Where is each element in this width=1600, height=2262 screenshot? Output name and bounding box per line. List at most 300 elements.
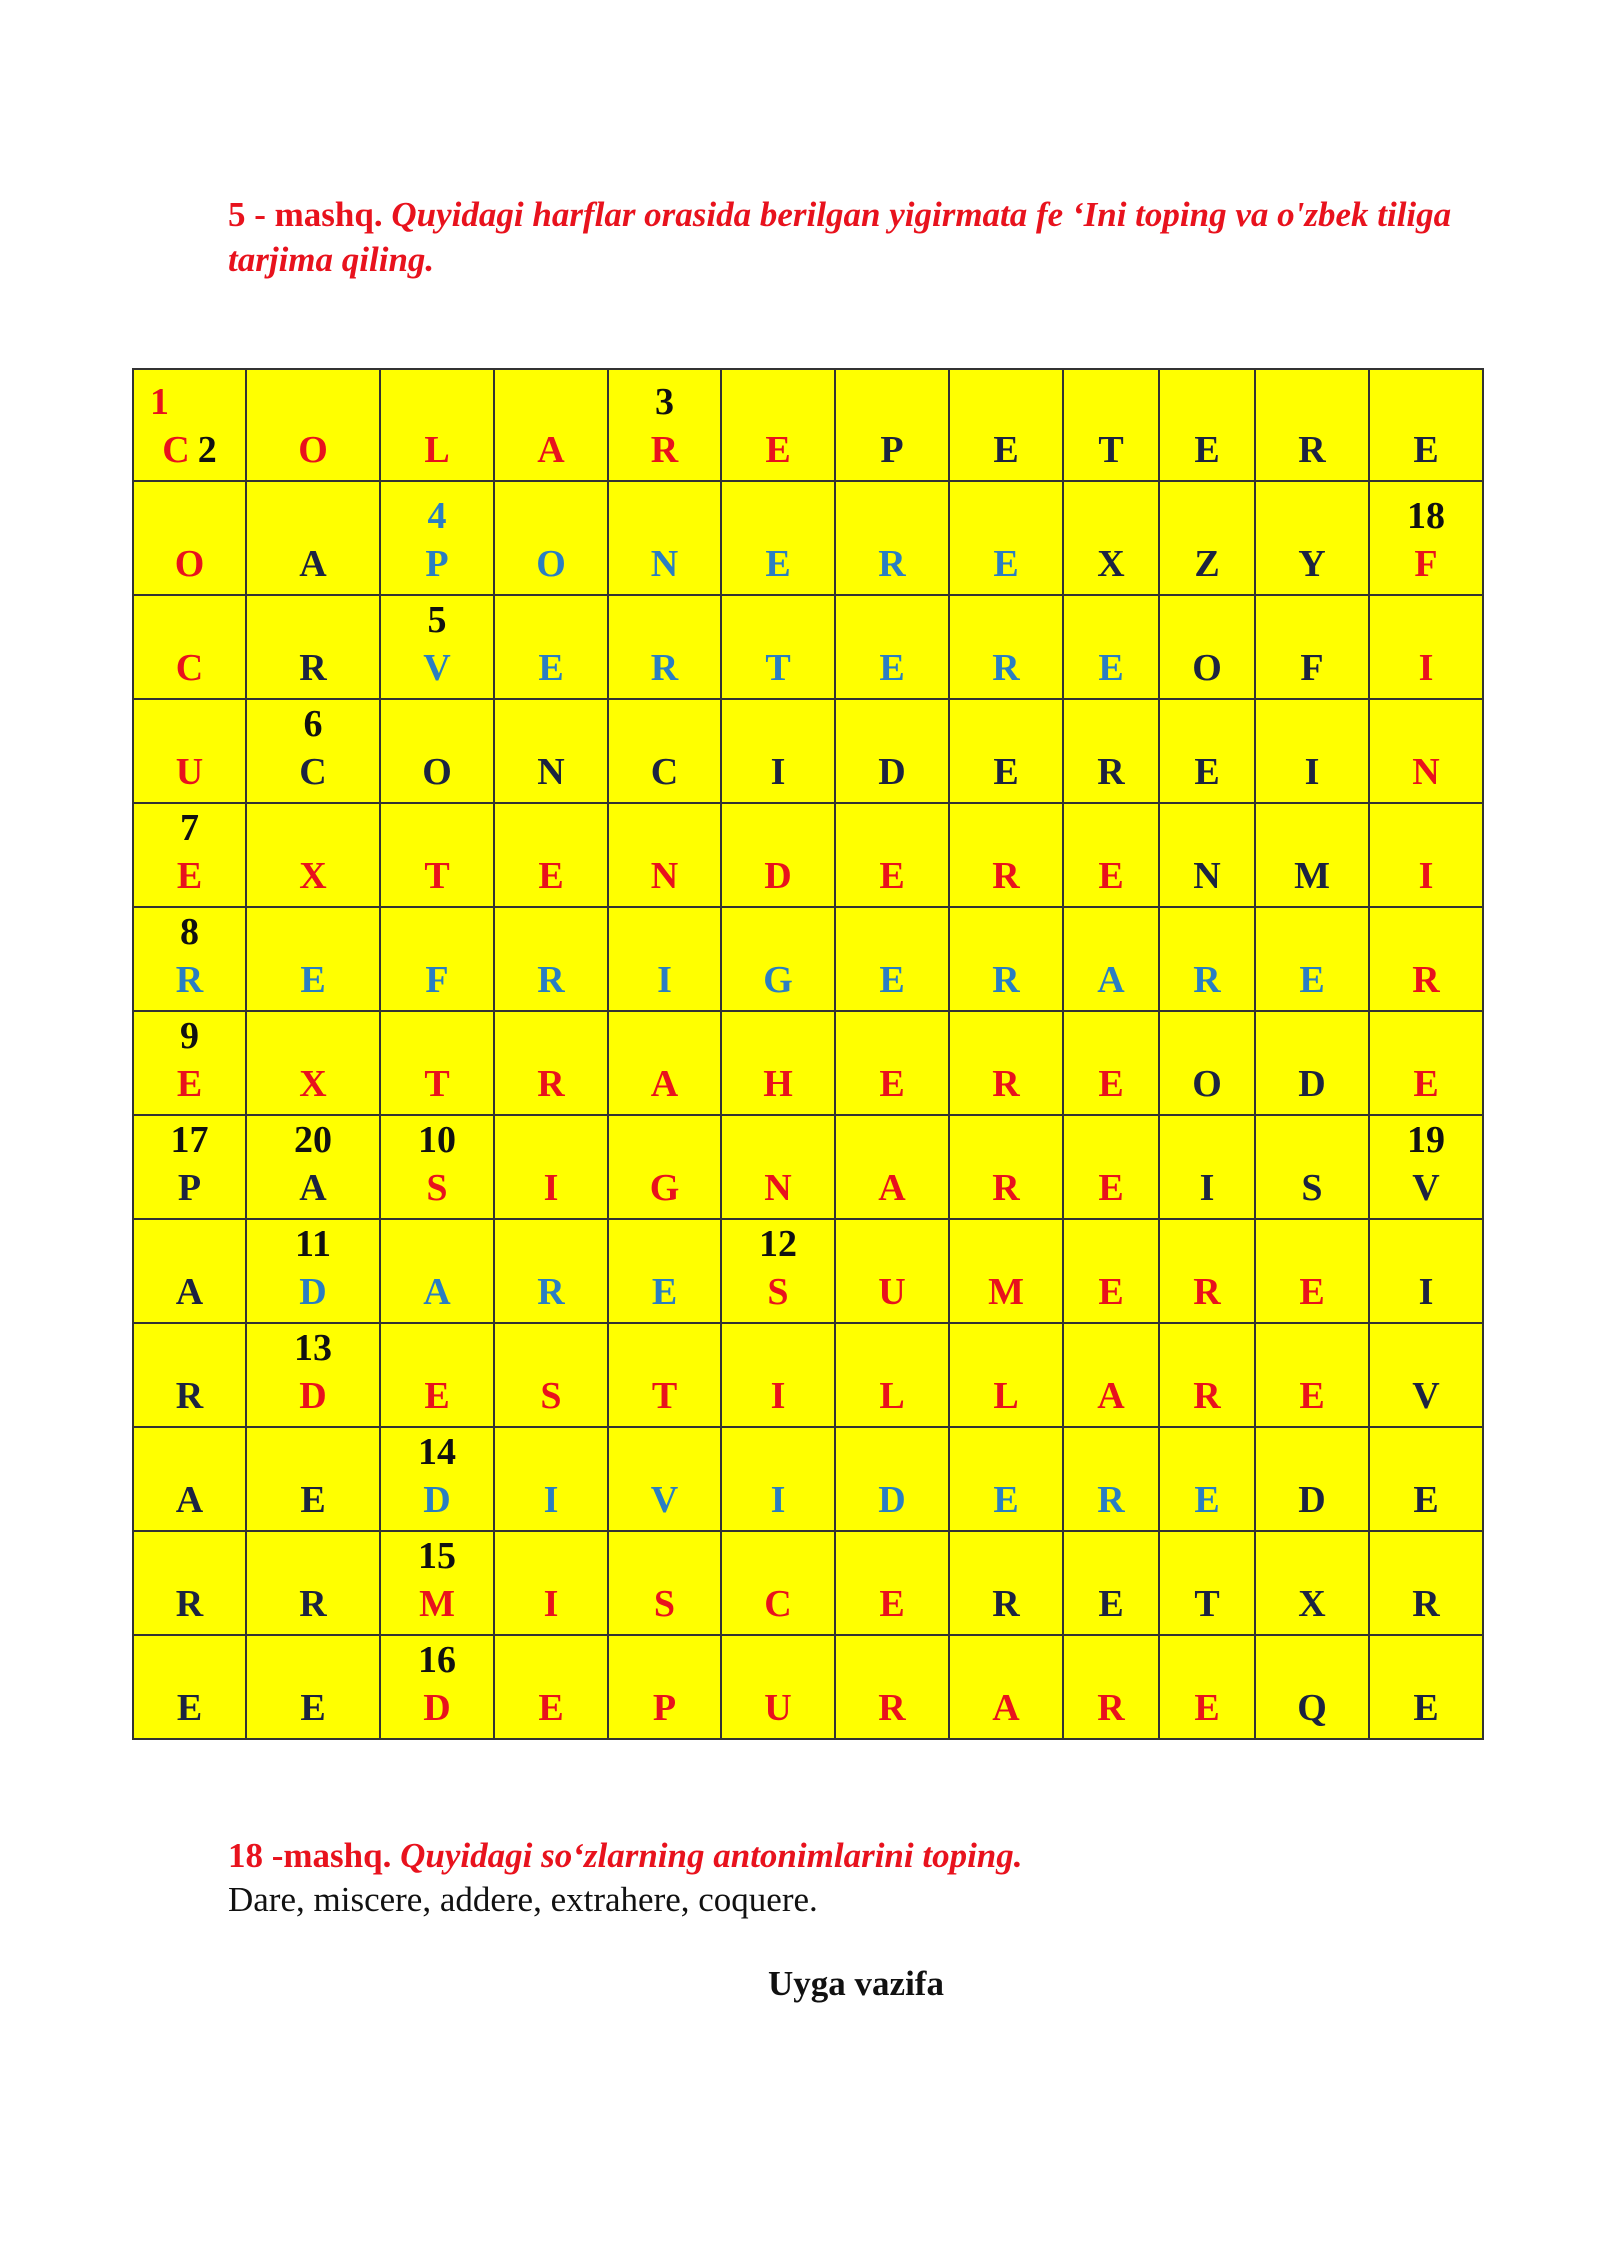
grid-cell <box>1255 1115 1369 1219</box>
grid-cell-letter: E <box>765 543 791 585</box>
grid-cell <box>949 1635 1063 1739</box>
grid-cell <box>1369 1219 1483 1323</box>
grid-cell <box>835 1531 949 1635</box>
grid-cell <box>835 1323 949 1427</box>
grid-cell-letter: X <box>299 1063 327 1105</box>
grid-cell <box>949 1427 1063 1531</box>
exercise-18-heading <box>228 1834 1468 1878</box>
grid-cell <box>1159 1219 1255 1323</box>
grid-cell <box>608 1115 721 1219</box>
grid-cell <box>1063 1531 1159 1635</box>
grid-cell-letter: O <box>1192 1063 1222 1105</box>
grid-cell-letter: V <box>1412 1167 1440 1209</box>
grid-cell-number: 16 <box>418 1639 456 1681</box>
grid-cell <box>246 907 380 1011</box>
grid-cell <box>246 1531 380 1635</box>
grid-cell <box>721 699 835 803</box>
grid-cell-number: 17 <box>170 1119 209 1161</box>
grid-cell-number: 5 <box>427 599 447 641</box>
grid-cell-letter: A <box>1097 959 1125 1001</box>
grid-cell <box>949 907 1063 1011</box>
grid-cell <box>1255 1011 1369 1115</box>
grid-cell <box>246 1115 380 1219</box>
grid-cell-letter: R <box>175 1583 204 1625</box>
grid-cell-letter: H <box>763 1063 793 1105</box>
grid-cell-letter: P <box>652 1687 677 1729</box>
grid-cell-letter: D <box>423 1687 451 1729</box>
grid-cell <box>246 803 380 907</box>
grid-cell-letter: V <box>423 647 451 689</box>
grid-cell-letter: S <box>540 1375 562 1417</box>
grid-cell <box>494 1115 608 1219</box>
grid-cell <box>608 907 721 1011</box>
grid-cell-letter: C <box>650 751 679 793</box>
grid-cell-letter: L <box>424 429 450 471</box>
grid-cell <box>1369 803 1483 907</box>
grid-cell <box>494 1011 608 1115</box>
grid-cell-letter: R <box>650 647 679 689</box>
grid-cell-letter: M <box>1294 855 1330 897</box>
grid-row <box>133 1323 1483 1427</box>
grid-cell <box>1369 1427 1483 1531</box>
grid-cell <box>380 369 494 481</box>
grid-cell-letter: A <box>537 429 565 471</box>
grid-cell-letter: E <box>1299 1375 1325 1417</box>
grid-cell-letter: R <box>299 647 327 689</box>
grid-cell <box>1063 803 1159 907</box>
grid-cell-letter: A <box>992 1687 1020 1729</box>
grid-cell <box>721 1323 835 1427</box>
grid-cell <box>494 369 608 481</box>
grid-cell-letter: R <box>1412 1583 1440 1625</box>
grid-cell-letter: E <box>993 751 1019 793</box>
grid-cell-letter: R <box>537 959 565 1001</box>
grid-cell <box>1369 481 1483 595</box>
grid-cell-letter: E <box>300 1687 326 1729</box>
grid-cell <box>380 1115 494 1219</box>
grid-cell-letter: R <box>1412 959 1440 1001</box>
grid-cell-letter: U <box>878 1271 906 1313</box>
grid-cell-letter: A <box>423 1271 451 1313</box>
grid-cell-letter: E <box>651 1271 678 1313</box>
grid-row <box>133 1115 1483 1219</box>
grid-cell-letter: M <box>419 1583 455 1625</box>
grid-cell <box>721 1531 835 1635</box>
grid-cell <box>1369 1011 1483 1115</box>
grid-cell <box>246 1219 380 1323</box>
grid-cell-letter: O <box>298 429 328 471</box>
grid-row <box>133 1427 1483 1531</box>
grid-cell <box>835 1011 949 1115</box>
grid-cell-letter: I <box>770 1479 786 1521</box>
grid-cell-letter: I <box>1418 855 1434 897</box>
grid-cell <box>721 1635 835 1739</box>
grid-cell-letter: E <box>1194 429 1220 471</box>
grid-cell-letter: I <box>543 1167 559 1209</box>
grid-cell-letter: S <box>426 1167 448 1209</box>
grid-cell-letter: D <box>423 1479 451 1521</box>
grid-cell-letter: E <box>538 1687 564 1729</box>
grid-cell-letter: P <box>425 543 449 585</box>
grid-cell <box>133 595 246 699</box>
grid-cell <box>835 1635 949 1739</box>
grid-cell <box>133 1531 246 1635</box>
grid-cell-letter: F <box>425 959 449 1001</box>
grid-cell <box>246 1323 380 1427</box>
grid-cell <box>721 369 835 481</box>
grid-cell-letter: L <box>879 1375 905 1417</box>
grid-cell-letter: A <box>299 1167 327 1209</box>
grid-cell-letter: A <box>175 1479 204 1521</box>
grid-cell-letter: E <box>538 647 564 689</box>
grid-cell <box>608 595 721 699</box>
grid-cell-letter: I <box>770 751 786 793</box>
grid-cell-letter: A <box>299 543 327 585</box>
grid-row <box>133 481 1483 595</box>
grid-cell <box>1255 699 1369 803</box>
grid-cell-letter: X <box>299 855 327 897</box>
grid-cell <box>949 1531 1063 1635</box>
grid-cell <box>1255 907 1369 1011</box>
grid-cell-letter: E <box>879 855 905 897</box>
word-search-grid <box>132 368 1484 1740</box>
grid-cell-letter: C <box>299 751 327 793</box>
exercise-18 <box>228 1834 1468 1922</box>
grid-cell <box>133 1635 246 1739</box>
grid-cell-letter: U <box>175 751 204 793</box>
grid-cell <box>494 1323 608 1427</box>
grid-cell <box>721 1427 835 1531</box>
grid-cell <box>608 1427 721 1531</box>
grid-cell-letter: R <box>299 1583 327 1625</box>
grid-cell-letter: E <box>176 1063 203 1105</box>
grid-cell-letter: O <box>174 543 205 585</box>
grid-cell <box>380 1323 494 1427</box>
grid-cell-letter: X <box>1298 1583 1326 1625</box>
grid-cell <box>1255 1427 1369 1531</box>
grid-cell-letter: E <box>300 959 326 1001</box>
grid-cell <box>1255 1323 1369 1427</box>
grid-cell <box>608 1219 721 1323</box>
grid-cell-number: 14 <box>418 1431 456 1473</box>
grid-cell-letter: E <box>1299 1271 1325 1313</box>
grid-cell <box>246 1011 380 1115</box>
grid-cell-letter: D <box>299 1271 327 1313</box>
grid-cell <box>1159 595 1255 699</box>
grid-cell-letter: R <box>1298 429 1326 471</box>
grid-cell <box>949 699 1063 803</box>
grid-cell-letter: C <box>764 1583 792 1625</box>
grid-cell-number: 2 <box>197 429 217 471</box>
grid-cell <box>133 1115 246 1219</box>
grid-cell <box>380 1531 494 1635</box>
grid-cell-letter: N <box>764 1167 792 1209</box>
grid-cell-letter: T <box>424 855 450 897</box>
grid-row <box>133 803 1483 907</box>
grid-cell <box>494 1427 608 1531</box>
grid-cell <box>608 369 721 481</box>
grid-cell <box>133 907 246 1011</box>
grid-cell-letter: D <box>764 855 792 897</box>
grid-cell-letter: E <box>1098 647 1124 689</box>
grid-cell <box>1159 1635 1255 1739</box>
grid-cell-letter: E <box>176 855 203 897</box>
grid-cell-letter: T <box>765 647 791 689</box>
grid-cell-letter: N <box>537 751 565 793</box>
grid-cell-letter: R <box>537 1063 565 1105</box>
grid-cell-letter: G <box>649 1167 680 1209</box>
grid-cell-number: 18 <box>1407 495 1445 537</box>
grid-cell-letter: E <box>993 429 1019 471</box>
grid-cell-letter: V <box>1412 1375 1440 1417</box>
grid-cell <box>380 1219 494 1323</box>
grid-cell-number: 8 <box>180 911 199 953</box>
grid-cell <box>608 481 721 595</box>
grid-row <box>133 699 1483 803</box>
grid-cell-letter: E <box>1098 855 1124 897</box>
grid-cell-letter: F <box>1300 647 1324 689</box>
grid-cell <box>133 699 246 803</box>
grid-cell-letter: R <box>650 429 679 471</box>
grid-cell <box>133 1219 246 1323</box>
grid-cell-number: 15 <box>418 1535 456 1577</box>
grid-cell-letter: D <box>878 751 906 793</box>
grid-cell-letter: R <box>1097 1479 1125 1521</box>
grid-cell <box>246 481 380 595</box>
grid-cell <box>380 595 494 699</box>
grid-cell <box>1255 1635 1369 1739</box>
grid-cell <box>1159 1115 1255 1219</box>
grid-cell-letter: E <box>538 855 564 897</box>
grid-cell <box>608 1635 721 1739</box>
grid-cell <box>721 907 835 1011</box>
grid-cell <box>1063 699 1159 803</box>
grid-cell-letter: R <box>1193 1271 1221 1313</box>
grid-cell-letter: I <box>543 1479 559 1521</box>
grid-cell-letter: Z <box>1194 543 1220 585</box>
grid-cell-number: 4 <box>427 495 447 537</box>
grid-cell-letter: D <box>1298 1479 1326 1521</box>
grid-cell <box>1063 907 1159 1011</box>
grid-cell-letter: X <box>1097 543 1125 585</box>
grid-cell-letter: T <box>651 1375 678 1417</box>
grid-cell <box>133 369 246 481</box>
grid-cell-letter: E <box>424 1375 450 1417</box>
grid-cell <box>1159 1531 1255 1635</box>
grid-cell-letter: R <box>537 1271 565 1313</box>
exercise-18-words: Dare, miscere, addere, extrahere, coquere. <box>228 1880 818 1919</box>
grid-cell <box>246 1427 380 1531</box>
grid-cell <box>1369 595 1483 699</box>
grid-cell <box>1159 1011 1255 1115</box>
grid-cell <box>1369 1323 1483 1427</box>
grid-cell-letter: E <box>879 647 905 689</box>
grid-cell-letter: U <box>764 1687 792 1729</box>
grid-cell <box>1255 369 1369 481</box>
grid-cell-letter: R <box>992 959 1020 1001</box>
grid-cell-letter: D <box>299 1375 327 1417</box>
grid-cell-letter: N <box>650 543 679 585</box>
grid-cell <box>1255 803 1369 907</box>
exercise-5-number: 5 - mashq. <box>228 195 383 234</box>
grid-cell-letter: P <box>880 429 904 471</box>
grid-cell <box>949 1219 1063 1323</box>
grid-cell <box>949 369 1063 481</box>
grid-cell-letter: S <box>653 1583 676 1625</box>
grid-cell <box>1159 1323 1255 1427</box>
grid-cell <box>380 1427 494 1531</box>
grid-cell <box>1159 699 1255 803</box>
grid-row <box>133 1011 1483 1115</box>
grid-cell <box>1063 1427 1159 1531</box>
grid-cell-number: 10 <box>418 1119 456 1161</box>
grid-cell-letter: T <box>1194 1583 1220 1625</box>
grid-cell-letter: I <box>657 959 672 1001</box>
grid-cell-letter: R <box>992 1063 1020 1105</box>
grid-cell <box>1063 1011 1159 1115</box>
grid-cell <box>721 1011 835 1115</box>
grid-cell <box>494 699 608 803</box>
grid-cell <box>494 1635 608 1739</box>
grid-cell-letter: O <box>422 751 452 793</box>
grid-cell <box>835 369 949 481</box>
grid-cell <box>1063 1115 1159 1219</box>
grid-cell <box>380 481 494 595</box>
grid-cell <box>380 1635 494 1739</box>
grid-cell-letter: A <box>1097 1375 1125 1417</box>
grid-cell <box>721 1219 835 1323</box>
grid-cell-number: 6 <box>303 703 323 745</box>
grid-cell <box>1255 595 1369 699</box>
grid-cell <box>1159 907 1255 1011</box>
grid-cell <box>1063 481 1159 595</box>
grid-cell <box>246 595 380 699</box>
grid-cell-letter: R <box>1193 1375 1221 1417</box>
grid-cell-letter: E <box>1299 959 1325 1001</box>
grid-cell-letter: E <box>1098 1271 1124 1313</box>
grid-cell <box>1369 1531 1483 1635</box>
grid-cell <box>133 803 246 907</box>
grid-cell-letter: S <box>1301 1167 1323 1209</box>
grid-cell <box>835 1219 949 1323</box>
grid-cell <box>835 481 949 595</box>
grid-cell-letter: E <box>1413 1479 1439 1521</box>
grid-cell <box>1159 481 1255 595</box>
grid-cell-letter: M <box>988 1271 1024 1313</box>
grid-cell-letter: I <box>1304 751 1320 793</box>
grid-cell-letter: E <box>1413 1687 1439 1729</box>
grid-cell <box>1063 595 1159 699</box>
grid-cell <box>380 1011 494 1115</box>
grid-cell-letter: R <box>878 1687 906 1729</box>
grid-cell-letter: I <box>543 1583 559 1625</box>
grid-cell-letter: T <box>424 1063 450 1105</box>
grid-cell <box>133 1427 246 1531</box>
grid-cell <box>246 369 380 481</box>
exercise-18-instruction: Quyidagi so‘zlarning antonimlarini toping. <box>400 1836 1023 1875</box>
grid-cell-letter: E <box>1098 1167 1124 1209</box>
grid-cell <box>1159 803 1255 907</box>
grid-cell-letter: E <box>1194 1479 1220 1521</box>
grid-cell-letter: E <box>765 429 791 471</box>
grid-cell-letter: A <box>650 1063 679 1105</box>
grid-cell-letter: E <box>300 1479 326 1521</box>
grid-cell-letter: O <box>1192 647 1222 689</box>
grid-row <box>133 907 1483 1011</box>
grid-cell <box>1063 1323 1159 1427</box>
grid-cell-letter: D <box>1298 1063 1326 1105</box>
grid-cell <box>1255 1219 1369 1323</box>
grid-cell <box>494 481 608 595</box>
grid-cell <box>835 1115 949 1219</box>
grid-cell <box>1159 1427 1255 1531</box>
grid-cell-letter: D <box>878 1479 906 1521</box>
grid-cell-letter: C 2 <box>162 429 217 471</box>
grid-cell-number: 12 <box>759 1223 797 1265</box>
grid-cell <box>1063 1219 1159 1323</box>
grid-cell <box>721 481 835 595</box>
grid-cell-letter: O <box>536 543 566 585</box>
exercise-18-number: 18 -mashq. <box>228 1836 392 1875</box>
grid-cell <box>380 699 494 803</box>
grid-cell <box>835 699 949 803</box>
grid-cell <box>949 803 1063 907</box>
grid-cell-letter: R <box>1097 1687 1125 1729</box>
grid-row <box>133 1219 1483 1323</box>
grid-cell <box>721 803 835 907</box>
grid-cell <box>380 803 494 907</box>
grid-row <box>133 1635 1483 1739</box>
grid-cell-letter: R <box>992 647 1020 689</box>
grid-cell-number: 9 <box>180 1015 199 1057</box>
grid-cell-letter: P <box>177 1167 202 1209</box>
grid-cell <box>608 1323 721 1427</box>
grid-cell-letter: E <box>1194 1687 1220 1729</box>
grid-cell-letter: E <box>879 1063 905 1105</box>
grid-cell <box>1369 1115 1483 1219</box>
grid-cell-number: 13 <box>294 1327 332 1369</box>
grid-cell-letter: R <box>992 855 1020 897</box>
grid-cell-letter: E <box>1098 1583 1124 1625</box>
grid-cell <box>133 481 246 595</box>
exercise-5-instruction: Quyidagi harflar orasida berilgan yigirmata fe ‘Ini toping va o'zbek tiligа tarjima qiling. <box>228 195 1452 279</box>
grid-cell <box>835 803 949 907</box>
grid-cell <box>608 803 721 907</box>
grid-cell <box>835 907 949 1011</box>
grid-cell <box>835 1427 949 1531</box>
grid-cell <box>494 1531 608 1635</box>
grid-cell-letter: I <box>1418 647 1434 689</box>
grid-cell-number: 1 <box>150 381 169 423</box>
grid-row <box>133 595 1483 699</box>
grid-cell <box>721 1115 835 1219</box>
grid-cell-letter: N <box>1412 751 1440 793</box>
grid-cell <box>494 1219 608 1323</box>
grid-cell <box>1063 1635 1159 1739</box>
grid-cell-letter: Q <box>1297 1687 1327 1729</box>
grid-cell <box>949 1011 1063 1115</box>
exercise-5-heading <box>228 192 1468 282</box>
grid-cell-letter: R <box>992 1167 1020 1209</box>
grid-cell-letter: C <box>175 647 204 689</box>
grid-cell <box>1063 369 1159 481</box>
grid-cell-letter: A <box>878 1167 906 1209</box>
grid-cell-letter: E <box>1098 1063 1124 1105</box>
grid-cell <box>608 1531 721 1635</box>
grid-cell-letter: I <box>770 1375 786 1417</box>
grid-cell-letter: I <box>1199 1167 1215 1209</box>
grid-cell-letter: A <box>175 1271 204 1313</box>
